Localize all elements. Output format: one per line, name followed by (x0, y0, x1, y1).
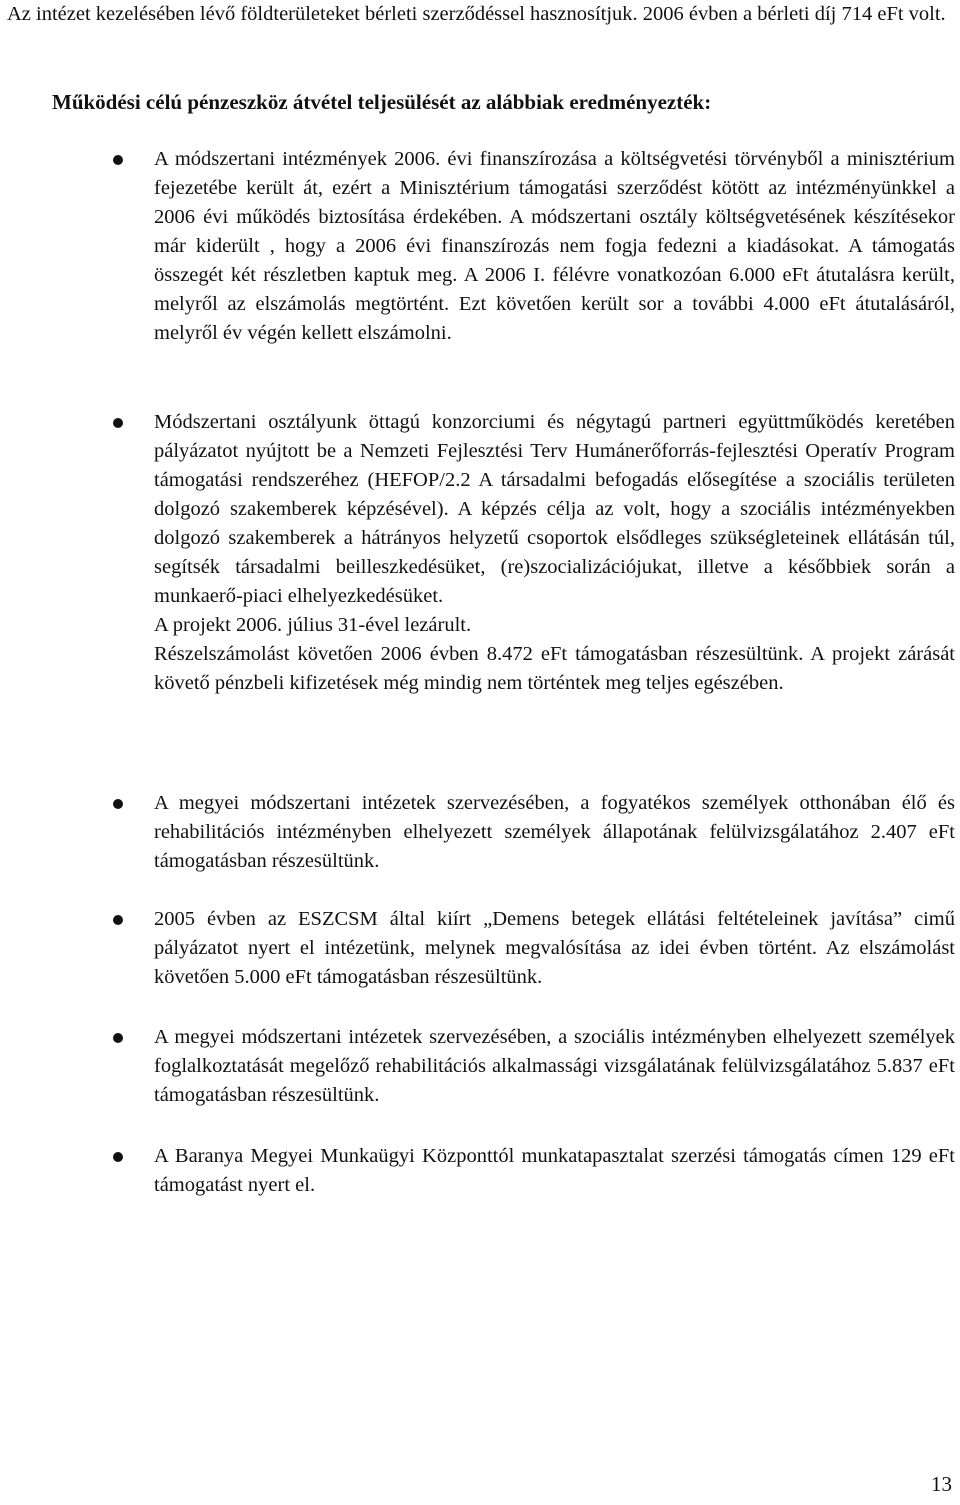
list-item (154, 1023, 955, 1110)
bullet-icon (113, 1152, 123, 1162)
list-item-paragraph: 2005 évben az ESZCSM által kiírt „Demens betegek ellátási feltételeinek javítása” cimű pályázatot nyert el intézetünk, melynek megvalósítása az idei évben történt. Az elszámolást követően 5.000 eFt támogatásban részesültünk. (154, 908, 955, 988)
section-heading: Működési célú pénzeszköz átvétel teljesülését az alábbiak eredményezték: (52, 90, 712, 114)
list-item-paragraph: A projekt 2006. július 31-ével lezárult. (154, 614, 472, 636)
list-item (154, 1142, 955, 1200)
list-item-paragraph: Részelszámolást követően 2006 évben 8.472 eFt támogatásban részesültünk. A projekt zárását követő pénzbeli kifizetések még mindig nem történtek meg teljes egészében. (154, 643, 955, 694)
bullet-icon (113, 915, 123, 925)
list-item-paragraph: A megyei módszertani intézetek szervezésében, a szociális intézményben elhelyezett személyek foglalkoztatását megelőző rehabilitációs alkalmassági vizsgálatának felülvizsgálatához 5.837 eFt támogatásban részesültünk. (154, 1026, 955, 1106)
list-item (154, 408, 955, 698)
bullet-icon (113, 1033, 123, 1043)
list-item-paragraph: Módszertani osztályunk öttagú konzorciumi és négytagú partneri együttműködés keretében pályázatot nyújtott be a Nemzeti Fejlesztési Terv Humánerőforrás-fejlesztési Operatív Program támogatási rendszeréhez (HEFOP/2.2 A társadalmi befogadás elősegítése a szociális területen dolgozó szakemberek képzésével). A képzés célja az volt, hogy a szociális intézményekben dolgozó szakemberek a hátrányos helyzetű csoportok elsődleges szükségleteinek ellátásán túl, segítsék társadalmi beilleszkedésüket, (re)szocializációjukat, illetve a későbbiek során a munkaerő-piaci elhelyezkedésüket. (154, 411, 955, 607)
list-item-paragraph: A megyei módszertani intézetek szervezésében, a fogyatékos személyek otthonában élő és rehabilitációs intézményben elhelyezett személyek állapotának felülvizsgálatához 2.407 eFt támogatásban részesültünk. (154, 792, 955, 872)
list-item (154, 145, 955, 348)
page-number: 13 (931, 1472, 952, 1496)
list-item-paragraph: A Baranya Megyei Munkaügyi Központtól munkatapasztalat szerzési támogatás címen 129 eFt támogatást nyert el. (154, 1145, 955, 1196)
bullet-icon (113, 418, 123, 428)
list-item (154, 905, 955, 992)
bullet-icon (113, 799, 123, 809)
list-item-paragraph: A módszertani intézmények 2006. évi finanszírozása a költségvetési törvényből a minisztérium fejezetébe került át, ezért a Minisztérium támogatási szerződést kötött az intézményünkkel a 2006 évi működés biztosítása érdekében. A módszertani osztály költségvetésének készítésekor már kiderült , hogy a 2006 évi finanszírozás nem fogja fedezni a kiadásokat. A támogatás összegét két részletben kaptuk meg. A 2006 I. félévre vonatkozóan 6.000 eFt átutalásra került, melyről az elszámolás megtörtént. Ezt követően került sor a további 4.000 eFt átutalásáról, melyről év végén kellett elszámolni. (154, 148, 955, 344)
list-item (154, 789, 955, 876)
bullet-icon (113, 155, 123, 165)
intro-paragraph: Az intézet kezelésében lévő földterületeket bérleti szerződéssel hasznosítjuk. 2006 évben a bérleti díj 714 eFt volt. (7, 3, 946, 25)
